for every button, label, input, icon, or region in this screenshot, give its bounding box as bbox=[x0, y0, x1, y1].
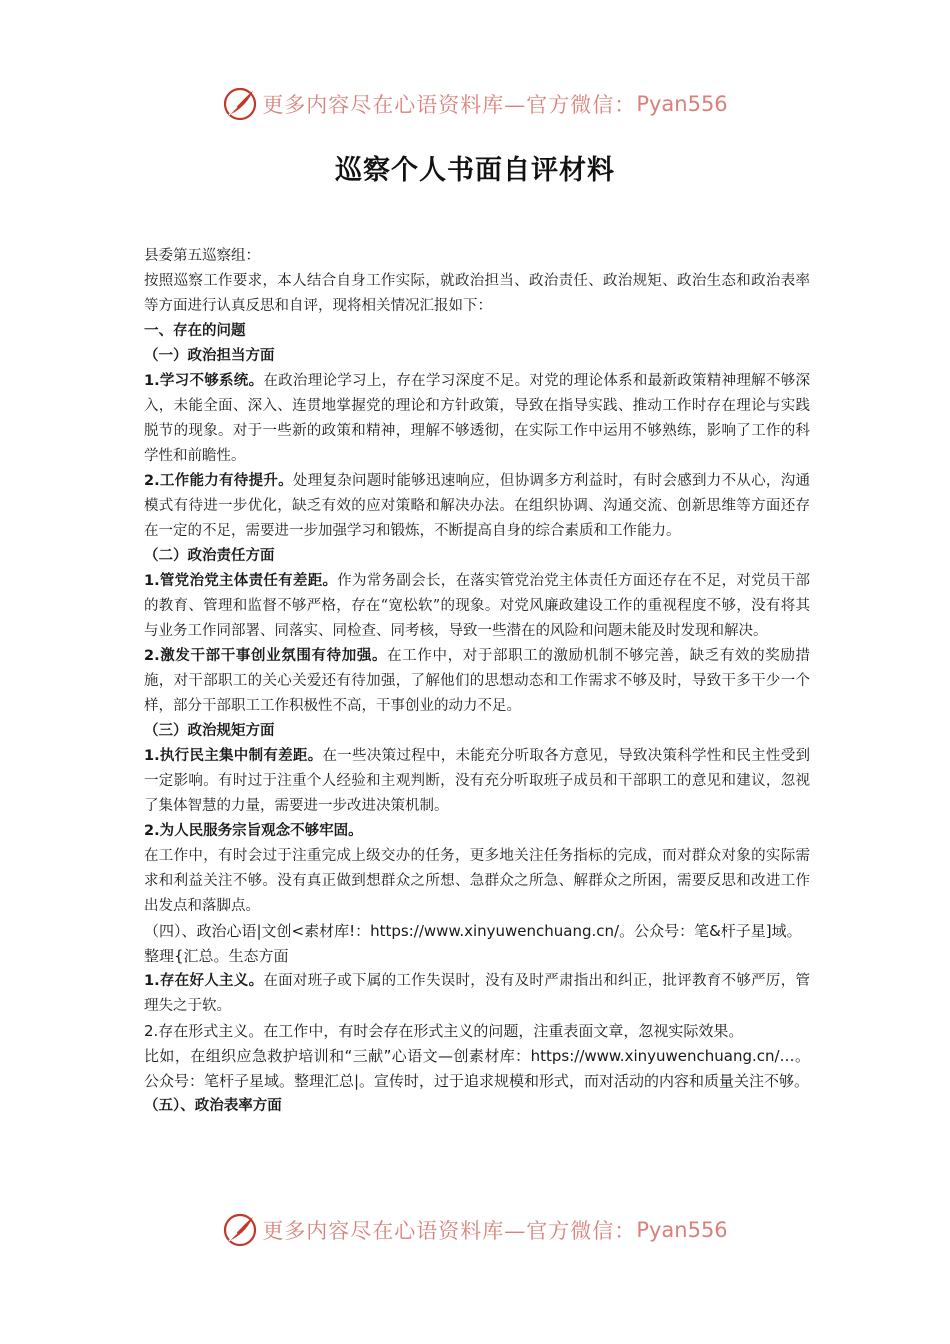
quill-logo-icon bbox=[222, 1212, 258, 1248]
subheading-political-rules: （三）政治规矩方面 bbox=[144, 723, 275, 739]
paragraph-1-1-lead: 1.学习不够系统。 bbox=[144, 373, 264, 389]
paragraph-4-1 bbox=[144, 969, 810, 1019]
intro-paragraph: 按照巡察工作要求，本人结合自身工作实际，就政治担当、政治责任、政治规矩、政治生态和政治表率等方面进行认真反思和自评，现将相关情况汇报如下： bbox=[144, 273, 810, 314]
addressee: 县委第五巡察组： bbox=[144, 248, 260, 264]
paragraph-1-2-lead: 2.工作能力有待提升。 bbox=[144, 473, 293, 489]
document-body bbox=[144, 244, 810, 1119]
paragraph-2-2 bbox=[144, 644, 810, 719]
header-banner bbox=[0, 80, 950, 128]
paragraph-2-1-body: 作为常务副会长，在落实管党治党主体责任方面还存在不足，对党员干部的教育、管理和监督不够严格，存在“宽松软”的现象。对党风廉政建设工作的重视程度不够，没有将其与业务工作同部署、同落实、同检查、同考核，导致一些潜在的风险和问题未能及时发现和解决。 bbox=[144, 573, 810, 639]
paragraph-3-1-lead: 1.执行民主集中制有差距。 bbox=[144, 748, 323, 764]
paragraph-4-2-b: 比如，在组织应急救护培训和“三献”心语文—创素材库：https://www.xinyuwenchuang.cn/…。公众号：笔杆子星域。整理汇总|。宣传时，过于追求规模和形式，而对活动的内容和质量关注不够。 bbox=[144, 1047, 810, 1090]
banner-wechat-id: Pyan556 bbox=[636, 92, 728, 116]
paragraph-1-1 bbox=[144, 369, 810, 469]
paragraph-2-2-lead: 2.激发干部干事创业氛围有待加强。 bbox=[144, 648, 388, 664]
paragraph-3-1 bbox=[144, 744, 810, 819]
subheading-political-example: （五）、政治表率方面 bbox=[144, 1098, 282, 1114]
paragraph-1-1-body: 在政治理论学习上，存在学习深度不足。对党的理论体系和最新政策精神理解不够深入，未能全面、深入、连贯地掌握党的理论和方针政策，导致在指导实践、推动工作时存在理论与实践脱节的现象。对于一些新的政策和精神，理解不够透彻，在实际工作中运用不够熟练，影响了工作的科学性和前瞻性。 bbox=[144, 373, 810, 464]
subheading-political-ecology: （四）、政治心语|文创<素材库!：https://www.xinyuwenchuang.cn/。公众号：笔&杆子星]域。整理{汇总。生态方面 bbox=[144, 922, 802, 965]
paragraph-4-2-a: 2.存在形式主义。在工作中，有时会存在形式主义的问题，注重表面文章，忽视实际效果。 bbox=[144, 1022, 744, 1040]
subheading-political-duty: （二）政治责任方面 bbox=[144, 548, 275, 564]
section-heading-problems: 一、存在的问题 bbox=[144, 323, 246, 339]
banner-text: 更多内容尽在心语资料库—官方微信： bbox=[262, 1219, 637, 1243]
paragraph-3-1-body: 在一些决策过程中，未能充分听取各方意见，导致决策科学性和民主性受到一定影响。有时过于注重个人经验和主观判断，没有充分听取班子成员和干部职工的意见和建议，忽视了集体智慧的力量，需要进一步改进决策机制。 bbox=[144, 748, 810, 814]
document-title: 巡察个人书面自评材料 bbox=[335, 155, 615, 186]
paragraph-2-2-body: 在工作中，对于部职工的激励机制不够完善，缺乏有效的奖励措施，对干部职工的关心关爱还有待加强，了解他们的思想动态和工作需求不够及时，导致干多干少一个样，部分干部职工工作积极性不高，干事创业的动力不足。 bbox=[144, 648, 810, 714]
subheading-political-responsibility-taking: （一）政治担当方面 bbox=[144, 348, 275, 364]
paragraph-3-2-body: 在工作中，有时会过于注重完成上级交办的任务，更多地关注任务指标的完成，而对群众对象的实际需求和利益关注不够。没有真正做到想群众之所想、急群众之所急、解群众之所困，需要反思和改进工作出发点和落脚点。 bbox=[144, 848, 810, 914]
banner-text: 更多内容尽在心语资料库—官方微信： bbox=[262, 93, 637, 117]
footer-banner bbox=[0, 1206, 950, 1254]
paragraph-2-1 bbox=[144, 569, 810, 644]
quill-logo-icon bbox=[222, 86, 258, 122]
paragraph-4-1-body: 在面对班子或下属的工作失误时，没有及时严肃指出和纠正，批评教育不够严厉，管理失之于软。 bbox=[144, 973, 810, 1014]
banner-wechat-id: Pyan556 bbox=[636, 1218, 728, 1242]
paragraph-4-1-lead: 1.存在好人主义。 bbox=[144, 973, 264, 989]
paragraph-1-2-body: 处理复杂问题时能够迅速响应，但协调多方利益时，有时会感到力不从心，沟通模式有待进一步优化，缺乏有效的应对策略和解决办法。在组织协调、沟通交流、创新思维等方面还存在一定的不足，需要进一步加强学习和锻炼，不断提高自身的综合素质和工作能力。 bbox=[144, 473, 810, 539]
paragraph-3-2-lead: 2.为人民服务宗旨观念不够牢固。 bbox=[144, 823, 363, 839]
paragraph-1-2 bbox=[144, 469, 810, 544]
paragraph-2-1-lead: 1.管党治党主体责任有差距。 bbox=[144, 573, 338, 589]
